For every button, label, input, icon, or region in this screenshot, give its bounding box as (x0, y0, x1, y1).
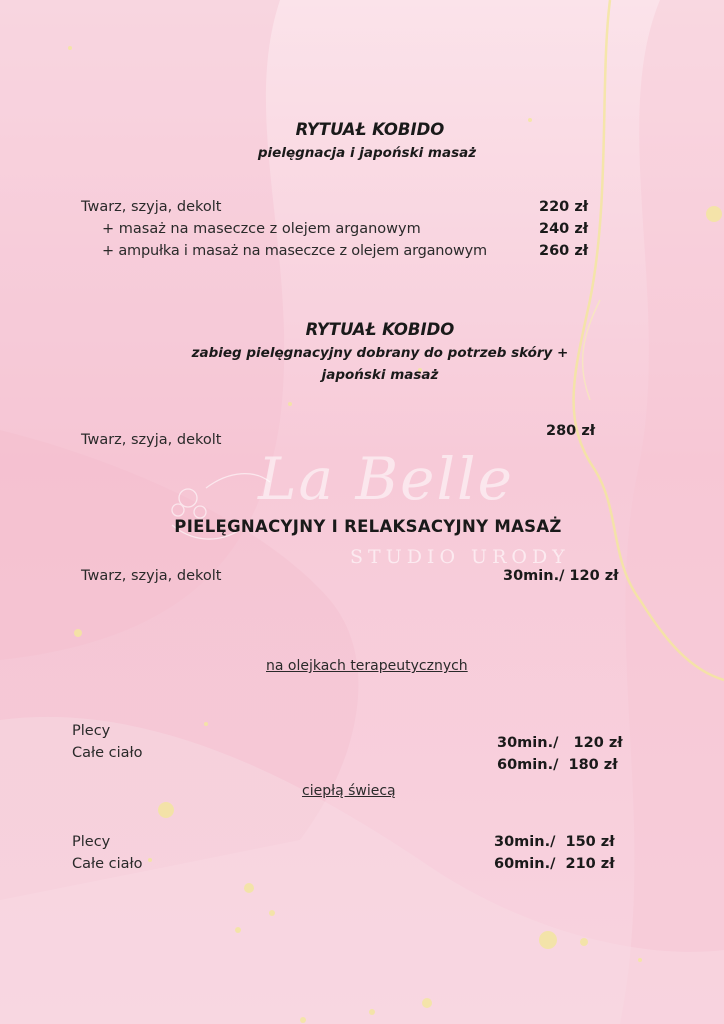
section3-item-price: 30min./ 120 zł (503, 568, 619, 584)
section3-title: PIELĘGNACYJNY I RELAKSACYJNY MASAŻ (174, 517, 562, 536)
section1-title: RYTUAŁ KOBIDO (295, 120, 445, 139)
candle-item-price: 60min./ 210 zł (494, 856, 615, 872)
oils-item-price: 60min./ 180 zł (497, 757, 618, 773)
section1-item-price: 260 zł (539, 243, 589, 259)
watermark-logo: La Belle (258, 445, 514, 513)
candle-item-label: Całe ciało (72, 856, 143, 872)
section3-item-label: Twarz, szyja, dekolt (81, 568, 222, 584)
section1-subtitle: pielęgnacja i japoński masaż (257, 145, 477, 161)
candle-item-price: 30min./ 150 zł (494, 834, 615, 850)
section1-item-price: 240 zł (539, 221, 589, 237)
candle-item-label: Plecy (72, 834, 111, 850)
section2-title: RYTUAŁ KOBIDO (305, 320, 455, 339)
watermark-tagline: STUDIO URODY (350, 546, 570, 568)
oils-item-price: 30min./ 120 zł (497, 735, 623, 751)
oils-item-label: Plecy (72, 723, 111, 739)
section1-item-label: + masaż na maseczce z olejem arganowym (102, 221, 421, 237)
section2-item-label: Twarz, szyja, dekolt (81, 432, 222, 448)
section1-item-label: + ampułka i masaż na maseczce z olejem arganowym (102, 243, 487, 259)
candle-heading: ciepłą świecą (302, 783, 396, 799)
oils-item-label: Całe ciało (72, 745, 143, 761)
section1-item-price: 220 zł (539, 199, 589, 215)
oils-heading: na olejkach terapeutycznych (266, 658, 468, 674)
section1-item-label: Twarz, szyja, dekolt (81, 199, 222, 215)
section2-item-price: 280 zł (546, 423, 596, 439)
section2-subtitle-line1: zabieg pielęgnacyjny dobrany do potrzeb skóry + (191, 345, 569, 361)
section2-subtitle-line2: japoński masaż (321, 367, 439, 383)
